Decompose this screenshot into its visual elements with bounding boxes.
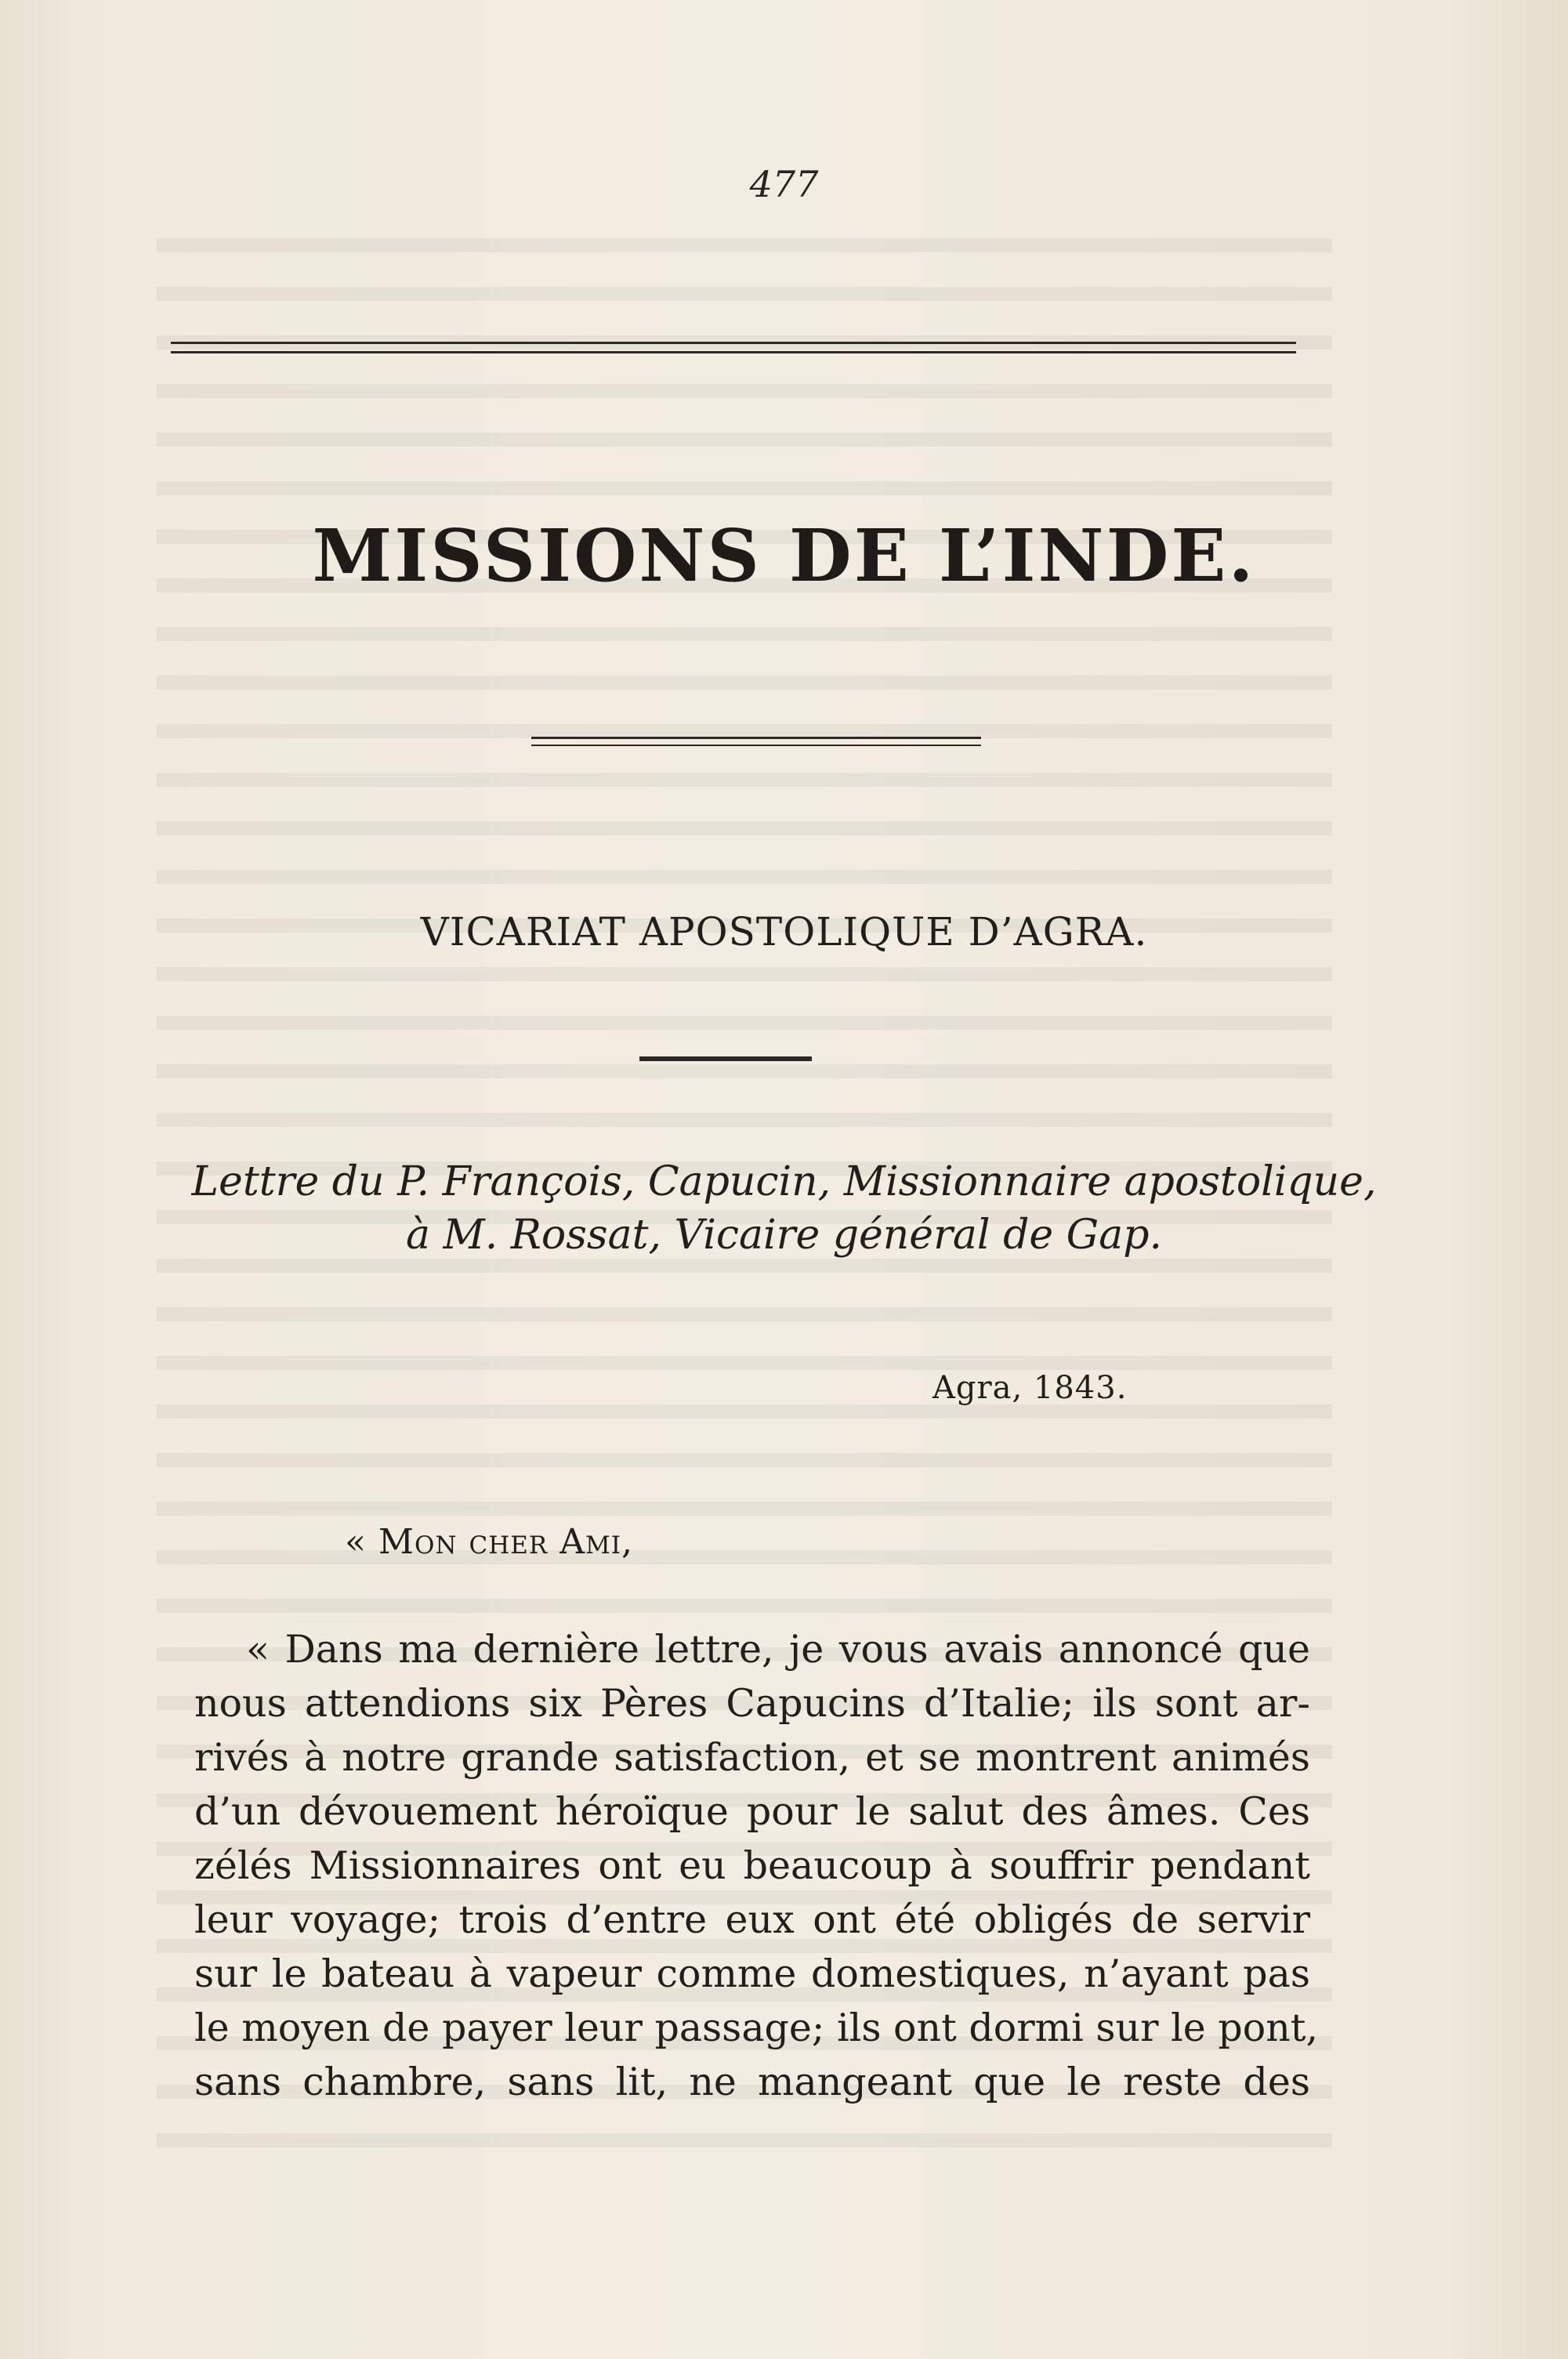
salutation: « Mon cher Ami, bbox=[345, 1522, 633, 1562]
body-line: d’un dévouement héroïque pour le salut des âmes. Ces bbox=[194, 1789, 1310, 1834]
body-line: « Dans ma dernière lettre, je vous avais annoncé que bbox=[246, 1627, 1310, 1672]
letter-heading-line-2: à M. Rossat, Vicaire général de Gap. bbox=[405, 1212, 1163, 1259]
body-line: leur voyage; trois d’entre eux ont été obligés de servir bbox=[194, 1897, 1310, 1942]
title-divider-rule bbox=[531, 737, 981, 746]
body-line: le moyen de payer leur passage; ils ont dormi sur le pont, bbox=[194, 2006, 1319, 2050]
body-line: sans chambre, sans lit, ne mangeant que le reste des bbox=[194, 2060, 1310, 2104]
body-line: zélés Missionnaires ont eu beaucoup à souffrir pendant bbox=[194, 1843, 1310, 1888]
body-line: rivés à notre grande satisfaction, et se montrent animés bbox=[194, 1735, 1310, 1780]
body-line: sur le bateau à vapeur comme domestiques, n’ayant pas bbox=[194, 1951, 1310, 1996]
section-title: MISSIONS DE L’INDE. bbox=[312, 513, 1256, 598]
short-divider-rule bbox=[639, 1056, 812, 1061]
dateline: Agra, 1843. bbox=[932, 1370, 1128, 1406]
header-double-rule bbox=[171, 342, 1296, 353]
body-line: nous attendions six Pères Capucins d’Italie; ils sont ar- bbox=[194, 1681, 1310, 1726]
letter-body bbox=[194, 1622, 1319, 2109]
vicariate-subtitle: VICARIAT APOSTOLIQUE D’AGRA. bbox=[420, 909, 1148, 955]
page-number: 477 bbox=[749, 163, 819, 205]
letter-heading-line-1: Lettre du P. François, Capucin, Missionnaire apostolique, bbox=[191, 1158, 1377, 1205]
